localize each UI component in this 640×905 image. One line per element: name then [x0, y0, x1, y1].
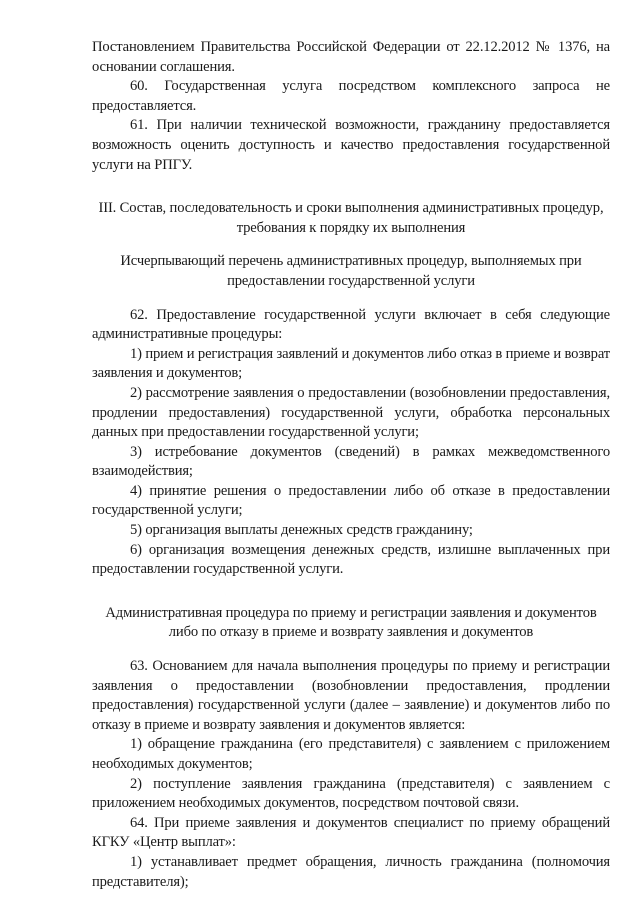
paragraph-60: 60. Государственная услуга посредством комплексного запроса не предоставляется.: [92, 78, 610, 114]
list-item: 4) принятие решения о предоставлении либо об отказе в предоставлении государственной услуги;: [92, 482, 610, 519]
list-item: 5) организация выплаты денежных средств гражданину;: [130, 522, 473, 539]
document-body: [92, 38, 610, 892]
list-item: 2) поступление заявления гражданина (представителя) с заявлением с приложением необходимых документов, посредством почтовой связи.: [92, 775, 610, 812]
list-item: 6) организация возмещения денежных средств, излишне выплаченных при предоставлении государственной услуги.: [92, 541, 610, 578]
list-item: 3) истребование документов (сведений) в рамках межведомственного взаимодействия;: [92, 443, 610, 480]
list-item: 1) устанавливает предмет обращения, личность гражданина (полномочия представителя);: [92, 853, 610, 890]
paragraph-61: 61. При наличии технической возможности, гражданину предоставляется возможность оценить доступность и качество предоставления государственной услуги на РПГУ.: [92, 117, 610, 173]
list-item: 1) обращение гражданина (его представителя) с заявлением с приложением необходимых документов;: [92, 736, 610, 772]
paragraph-continuation: Постановлением Правительства Российской Федерации от 22.12.2012 № 1376, на основании соглашения.: [92, 39, 610, 75]
subheading-reception-procedure: Административная процедура по приему и регистрации заявления и документов либо по отказу в приеме и возврату заявления и документов: [105, 604, 597, 641]
subheading-procedures-list: Исчерпывающий перечень административных процедур, выполняемых при предоставлении государственной услуги: [120, 253, 582, 289]
paragraph-64: 64. При приеме заявления и документов специалист по приему обращений КГКУ «Центр выплат»:: [92, 814, 610, 851]
list-item: 2) рассмотрение заявления о предоставлении (возобновлении предоставления, продлении предоставления) государственной услуги, обработка персональных данных при предоставлении государственной услуги;: [92, 384, 610, 441]
list-item: 1) прием и регистрация заявлений и документов либо отказ в приеме и возврат заявления и документов;: [92, 345, 610, 382]
paragraph-62: 62. Предоставление государственной услуги включает в себя следующие административные процедуры:: [92, 306, 610, 343]
paragraph-63: 63. Основанием для начала выполнения процедуры по приему и регистрации заявления о предоставлении (возобновлении предоставления, продлении предоставления) государственной услуги (далее – заявление) и документов либо по отказу в приеме и возврату заявления и документов является:: [92, 658, 610, 733]
section-heading: III. Состав, последовательность и сроки выполнения административных процедур, требования к порядку их выполнения: [98, 200, 604, 236]
